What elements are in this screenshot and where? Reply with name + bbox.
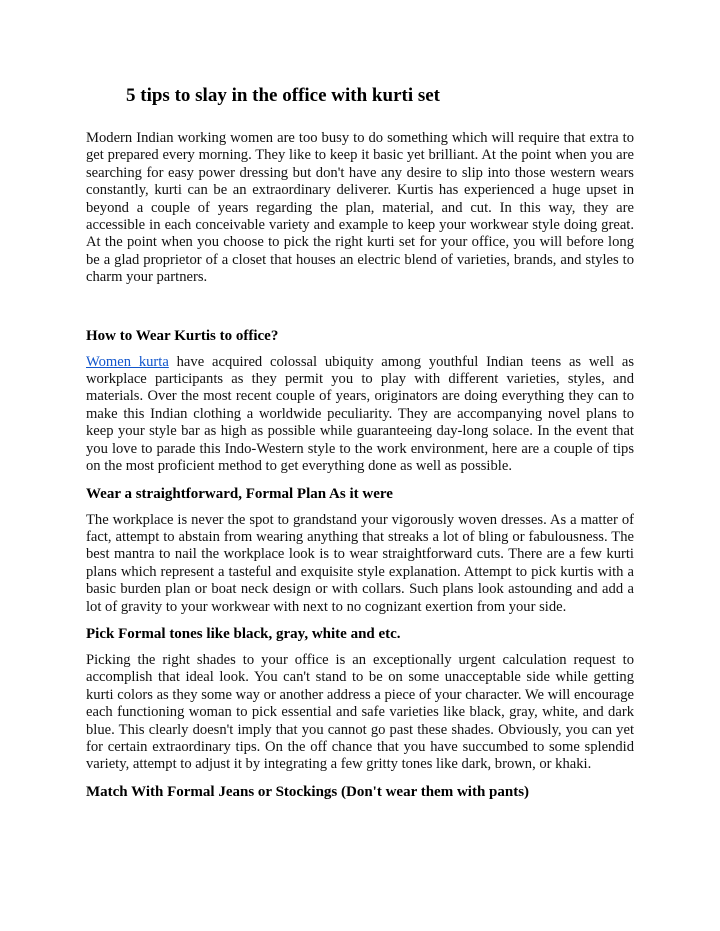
page-title: 5 tips to slay in the office with kurti set xyxy=(126,85,441,106)
section-paragraph-formal-plan: The workplace is never the spot to grandstand your vigorously woven dresses. As a matter of fact, attempt to abstain from wearing anything that streaks a lot of bling or fabulousness. The best mantra to nail the workplace look is to wear straightforward cuts. There are a few kurti plans which represent a tasteful and exquisite style explanation. Attempt to pick kurtis with a basic burden plan or boat neck design or with collars. Such plans look astounding and add a lot of gravity to your workwear with next to no cognizant exertion from your side. xyxy=(86,511,634,615)
section-heading-how-to-wear: How to Wear Kurtis to office? xyxy=(86,327,279,344)
section-heading-formal-tones: Pick Formal tones like black, gray, white and etc. xyxy=(86,625,401,642)
section-heading-match-jeans: Match With Formal Jeans or Stockings (Don't wear them with pants) xyxy=(86,783,530,800)
section-paragraph-how-to-wear xyxy=(86,354,634,476)
section-heading-formal-plan: Wear a straightforward, Formal Plan As it were xyxy=(86,485,393,502)
women-kurta-link[interactable]: Women kurta xyxy=(86,353,169,370)
intro-paragraph: Modern Indian working women are too busy to do something which will require that extra to get prepared every morning. They like to keep it basic yet brilliant. At the point when you are searching for easy power dressing but don't have any desire to slip into those western wears constantly, kurti can be an extraordinary deliverer. Kurtis has experienced a huge upset in beyond a couple of years regarding the plan, material, and cut. In this way, they are accessible in each conceivable variety and example to keep your workwear style doing great. At the point when you choose to pick the right kurti set for your office, you will before long be a glad proprietor of a closet that houses an electric blend of varieties, brands, and styles to charm your partners. xyxy=(86,130,634,286)
section-text-how-to-wear: have acquired colossal ubiquity among youthful Indian teens as well as workplace participants as they permit you to play with different varieties, styles, and materials. Over the most recent couple of years, originators are doing everything they can to make this Indian clothing a worldwide peculiarity. They are accompanying novel plans to keep your style bar as high as possible while guaranteeing day-long solace. In the event that you love to parade this Indo-Western style to the work environment, here are a couple of tips on the most proficient method to get everything done as well as possible. xyxy=(86,353,634,475)
article-body xyxy=(86,130,634,810)
section-paragraph-formal-tones: Picking the right shades to your office is an exceptionally urgent calculation request to accomplish that ideal look. You can't stand to be on some unacceptable side while getting kurti colors as they some way or another address a piece of your character. We will encourage each functioning woman to pick essential and safe varieties like black, gray, white, and dark blue. This clearly doesn't imply that you cannot go past these shades. Obviously, you can yet for certain extraordinary tips. On the off chance that you have succumbed to some splendid variety, attempt to adjust it by integrating a few gritty tones like dark, brown, or khaki. xyxy=(86,651,634,773)
